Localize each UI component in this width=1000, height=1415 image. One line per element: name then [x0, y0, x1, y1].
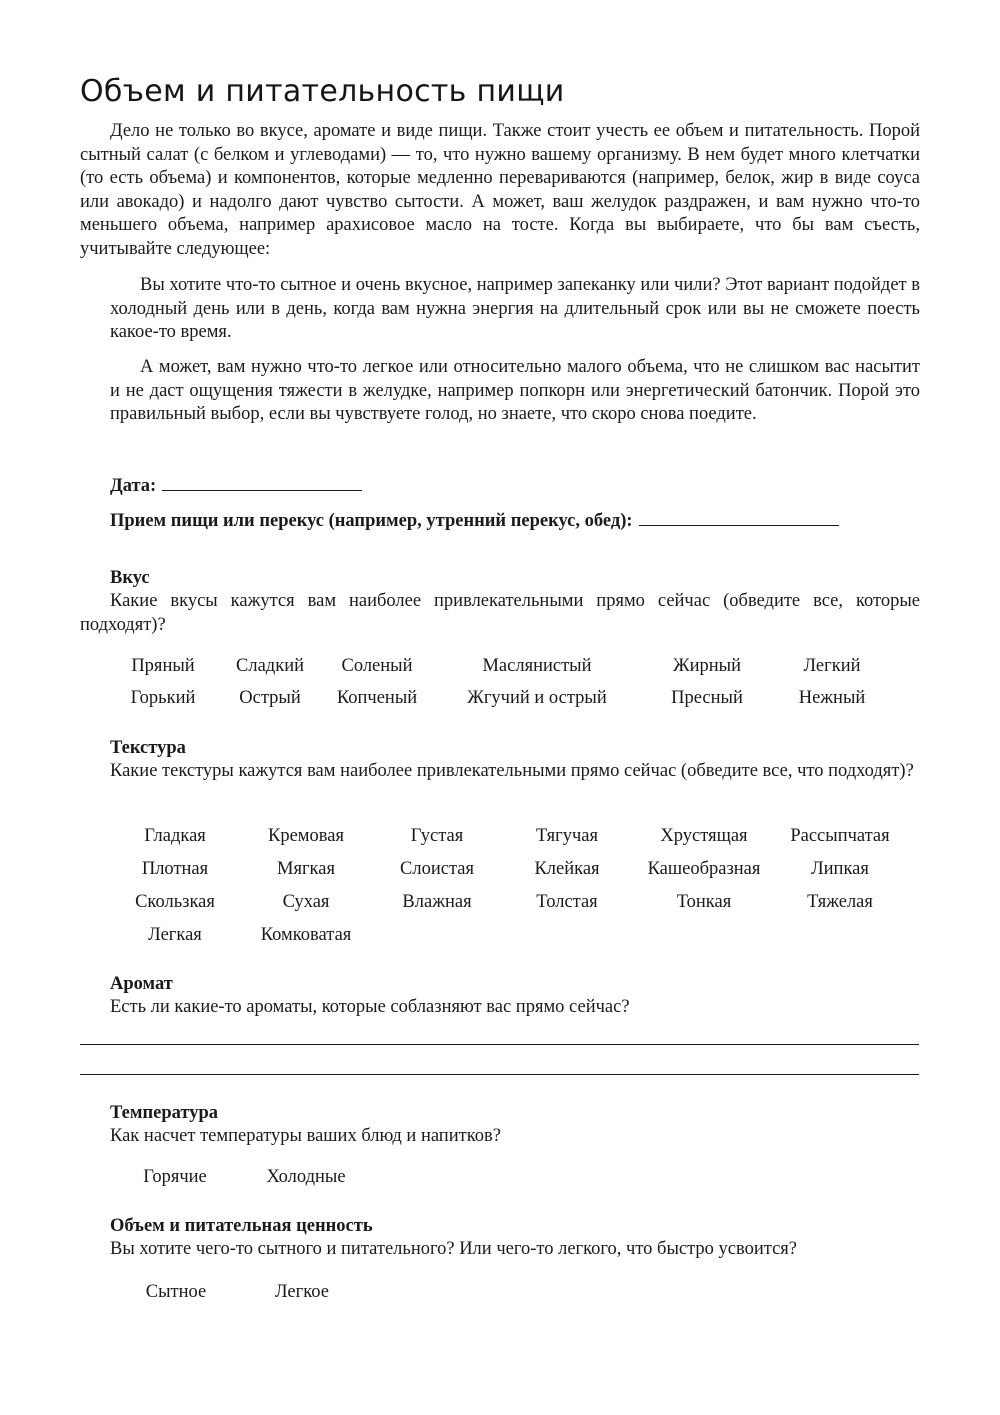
temperature-option-cold[interactable]: Холодные: [266, 1167, 346, 1187]
texture-option[interactable]: Тонкая: [676, 892, 732, 912]
date-field-row: [110, 474, 362, 499]
volume-question: Вы хотите чего-то сытного и питательного? Или чего-то легкого, что быстро усвоится?: [110, 1239, 798, 1259]
texture-option[interactable]: Тяжелая: [807, 892, 873, 912]
texture-option[interactable]: Комковатая: [260, 925, 352, 945]
volume-option-filling[interactable]: Сытное: [145, 1282, 207, 1302]
intro-option-light: А может, вам нужно что-то легкое или относительно малого объема, что не слишком вас насытит и не даст ощущения тяжести в желудке, например попкорн или энергетический батончик. Порой это правильный выбор, если вы чувствуете голод, но знаете, что скоро снова поедите.: [110, 357, 920, 424]
taste-option[interactable]: Пресный: [671, 688, 743, 708]
date-input-line[interactable]: [162, 474, 362, 491]
texture-option[interactable]: Легкая: [148, 925, 202, 945]
texture-option[interactable]: Кремовая: [268, 826, 344, 846]
texture-question: Какие текстуры кажутся вам наиболее привлекательными прямо сейчас (обведите все, что подходят)?: [110, 761, 914, 781]
taste-option[interactable]: Жирный: [673, 656, 741, 676]
taste-question: Какие вкусы кажутся вам наиболее привлекательными прямо сейчас (обведите все, которые подходят)?: [80, 591, 920, 635]
texture-option[interactable]: Кашеобразная: [647, 859, 761, 879]
texture-heading: Текстура: [110, 738, 186, 758]
taste-option[interactable]: Копченый: [336, 688, 418, 708]
aroma-answer-line[interactable]: [80, 1074, 919, 1075]
temperature-option-hot[interactable]: Горячие: [143, 1167, 207, 1187]
taste-option[interactable]: Пряный: [131, 656, 195, 676]
texture-option[interactable]: Гладкая: [144, 826, 206, 846]
taste-option[interactable]: Соленый: [341, 656, 413, 676]
date-label: Дата:: [110, 476, 157, 496]
taste-option[interactable]: Легкий: [803, 656, 861, 676]
volume-option-light[interactable]: Легкое: [275, 1282, 329, 1302]
taste-heading: Вкус: [110, 568, 150, 588]
taste-option[interactable]: Горький: [130, 688, 196, 708]
texture-option[interactable]: Тягучая: [536, 826, 598, 846]
texture-option[interactable]: Хрустящая: [660, 826, 748, 846]
texture-option[interactable]: Густая: [410, 826, 464, 846]
texture-option[interactable]: Влажная: [402, 892, 472, 912]
taste-option[interactable]: Маслянистый: [482, 656, 592, 676]
aroma-heading: Аромат: [110, 974, 173, 994]
taste-option[interactable]: Острый: [239, 688, 301, 708]
texture-option[interactable]: Мягкая: [277, 859, 335, 879]
texture-option[interactable]: Скользкая: [135, 892, 215, 912]
aroma-question: Есть ли какие-то ароматы, которые соблазняют вас прямо сейчас?: [110, 997, 630, 1017]
texture-option[interactable]: Слоистая: [400, 859, 474, 879]
texture-option[interactable]: Рассыпчатая: [790, 826, 890, 846]
meal-input-line[interactable]: [639, 509, 839, 526]
temperature-heading: Температура: [110, 1103, 219, 1123]
aroma-answer-line[interactable]: [80, 1044, 919, 1045]
texture-option[interactable]: Плотная: [141, 859, 209, 879]
taste-option[interactable]: Жгучий и острый: [467, 688, 607, 708]
texture-option[interactable]: Липкая: [811, 859, 869, 879]
meal-label: Прием пищи или перекус (например, утренний перекус, обед):: [110, 511, 633, 531]
texture-option[interactable]: Сухая: [282, 892, 330, 912]
taste-option[interactable]: Сладкий: [236, 656, 304, 676]
intro-paragraph: Дело не только во вкусе, аромате и виде пищи. Также стоит учесть ее объем и питательность. Порой сытный салат (с белком и углеводами) — то, что нужно вашему организму. В нем будет много клетчатки (то есть объема) и компонентов, которые медленно перевариваются (например, белок, жир в виде соуса или авокадо) и надолго дают чувство сытости. А может, ваш желудок раздражен, и вам нужно что-то меньшего объема, например арахисовое масло на тосте. Когда вы выбираете, что бы вам съесть, учитывайте следующее:: [80, 121, 920, 259]
intro-option-filling: Вы хотите что-то сытное и очень вкусное, например запеканку или чили? Этот вариант подойдет в холодный день или в день, когда вам нужна энергия на длительный срок или вы не сможете поесть какое-то время.: [110, 275, 920, 342]
texture-option[interactable]: Клейкая: [534, 859, 600, 879]
volume-heading: Объем и питательная ценность: [110, 1216, 373, 1236]
page-title: Объем и питательность пищи: [80, 74, 565, 109]
temperature-question: Как насчет температуры ваших блюд и напитков?: [110, 1126, 501, 1146]
taste-option[interactable]: Нежный: [798, 688, 866, 708]
texture-option[interactable]: Толстая: [536, 892, 598, 912]
meal-field-row: [110, 509, 839, 534]
